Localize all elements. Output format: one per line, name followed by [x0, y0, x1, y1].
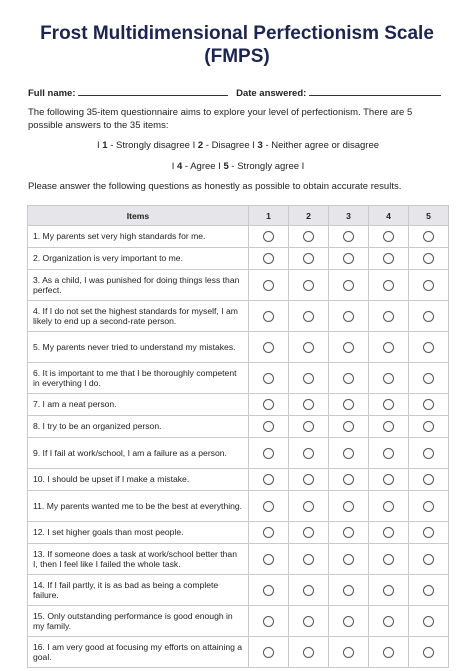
option-cell-4 — [369, 394, 409, 416]
legend-separator: I — [171, 161, 175, 172]
legend-text-3: - Neither agree or disagree — [262, 140, 380, 151]
option-cell-4 — [369, 544, 409, 575]
option-cell-5 — [409, 637, 449, 668]
question-text: 7. I am a neat person. — [28, 394, 249, 416]
radio-option-1[interactable] — [263, 448, 274, 459]
option-cell-2 — [289, 301, 329, 332]
option-cell-3 — [329, 270, 369, 301]
option-cell-3 — [329, 469, 369, 491]
option-cell-4 — [369, 416, 409, 438]
intro-text: The following 35-item questionnaire aims to explore your level of perfectionism. There are 5 possible answers to the 35 items: — [28, 107, 413, 131]
radio-option-4[interactable] — [383, 421, 394, 432]
option-cell-1 — [249, 637, 289, 668]
header-option-5: 5 — [409, 206, 449, 226]
radio-option-2[interactable] — [303, 421, 314, 432]
legend-number-4: 4 — [176, 161, 183, 172]
radio-option-4[interactable] — [383, 585, 394, 596]
legend-text-2: - Disagree — [203, 140, 253, 151]
header-option-4: 4 — [369, 206, 409, 226]
instructions-text: Please answer the following questions as honestly as possible to obtain accurate results. — [28, 181, 402, 192]
option-cell-5 — [409, 394, 449, 416]
radio-option-5[interactable] — [423, 373, 434, 384]
option-cell-2 — [289, 270, 329, 301]
question-text: 1. My parents set very high standards for me. — [28, 226, 249, 248]
option-cell-5 — [409, 606, 449, 637]
radio-option-5[interactable] — [423, 253, 434, 264]
option-cell-3 — [329, 637, 369, 668]
radio-option-4[interactable] — [383, 253, 394, 264]
option-cell-2 — [289, 226, 329, 248]
table-row — [28, 301, 449, 332]
option-cell-4 — [369, 469, 409, 491]
radio-option-4[interactable] — [383, 647, 394, 658]
question-text: 11. My parents wanted me to be the best at everything. — [28, 491, 249, 522]
radio-option-4[interactable] — [383, 399, 394, 410]
radio-option-2[interactable] — [303, 253, 314, 264]
radio-option-4[interactable] — [383, 342, 394, 353]
radio-option-4[interactable] — [383, 474, 394, 485]
radio-option-5[interactable] — [423, 474, 434, 485]
question-text: 14. If I fail partly, it is as bad as being a complete failure. — [28, 575, 249, 606]
option-cell-1 — [249, 522, 289, 544]
header-items: Items — [28, 206, 249, 226]
radio-option-3[interactable] — [343, 231, 354, 242]
radio-option-3[interactable] — [343, 474, 354, 485]
option-cell-3 — [329, 394, 369, 416]
radio-option-4[interactable] — [383, 616, 394, 627]
table-row — [28, 332, 449, 363]
option-cell-2 — [289, 438, 329, 469]
option-cell-5 — [409, 301, 449, 332]
option-cell-4 — [369, 301, 409, 332]
table-row — [28, 544, 449, 575]
header-option-3: 3 — [329, 206, 369, 226]
table-row — [28, 575, 449, 606]
radio-option-4[interactable] — [383, 448, 394, 459]
legend-number-2: 2 — [197, 140, 204, 151]
option-cell-4 — [369, 491, 409, 522]
radio-option-2[interactable] — [303, 448, 314, 459]
legend-separator: I — [96, 140, 100, 151]
question-text: 16. I am very good at focusing my efforts on attaining a goal. — [28, 637, 249, 668]
radio-option-5[interactable] — [423, 421, 434, 432]
option-cell-3 — [329, 332, 369, 363]
option-cell-3 — [329, 363, 369, 394]
option-cell-2 — [289, 544, 329, 575]
table-row — [28, 363, 449, 394]
radio-option-3[interactable] — [343, 448, 354, 459]
radio-option-1[interactable] — [263, 474, 274, 485]
option-cell-1 — [249, 226, 289, 248]
radio-option-1[interactable] — [263, 373, 274, 384]
radio-option-1[interactable] — [263, 554, 274, 565]
question-text: 3. As a child, I was punished for doing things less than perfect. — [28, 270, 249, 301]
radio-option-5[interactable] — [423, 554, 434, 565]
radio-option-2[interactable] — [303, 616, 314, 627]
radio-option-3[interactable] — [343, 280, 354, 291]
option-cell-3 — [329, 438, 369, 469]
option-cell-1 — [249, 575, 289, 606]
radio-option-2[interactable] — [303, 399, 314, 410]
table-row — [28, 522, 449, 544]
radio-option-3[interactable] — [343, 311, 354, 322]
question-text: 15. Only outstanding performance is good enough in my family. — [28, 606, 249, 637]
radio-option-5[interactable] — [423, 527, 434, 538]
option-cell-1 — [249, 248, 289, 270]
option-cell-2 — [289, 416, 329, 438]
radio-option-2[interactable] — [303, 474, 314, 485]
radio-option-3[interactable] — [343, 373, 354, 384]
radio-option-4[interactable] — [383, 280, 394, 291]
radio-option-3[interactable] — [343, 527, 354, 538]
radio-option-5[interactable] — [423, 616, 434, 627]
option-cell-5 — [409, 416, 449, 438]
option-cell-1 — [249, 394, 289, 416]
option-cell-3 — [329, 416, 369, 438]
option-cell-5 — [409, 575, 449, 606]
question-text: 13. If someone does a task at work/school better than I, then I feel like I failed the whole task. — [28, 544, 249, 575]
question-text: 8. I try to be an organized person. — [28, 416, 249, 438]
option-cell-3 — [329, 248, 369, 270]
radio-option-1[interactable] — [263, 253, 274, 264]
radio-option-3[interactable] — [343, 554, 354, 565]
table-row — [28, 270, 449, 301]
option-cell-3 — [329, 226, 369, 248]
radio-option-1[interactable] — [263, 231, 274, 242]
radio-option-3[interactable] — [343, 585, 354, 596]
answer-legend-line-1 — [28, 140, 448, 152]
option-cell-5 — [409, 226, 449, 248]
option-cell-2 — [289, 248, 329, 270]
option-cell-3 — [329, 522, 369, 544]
radio-option-1[interactable] — [263, 501, 274, 512]
option-cell-5 — [409, 363, 449, 394]
radio-option-2[interactable] — [303, 647, 314, 658]
radio-option-4[interactable] — [383, 231, 394, 242]
questionnaire-table — [27, 205, 449, 668]
radio-option-2[interactable] — [303, 280, 314, 291]
option-cell-5 — [409, 469, 449, 491]
radio-option-2[interactable] — [303, 527, 314, 538]
table-row — [28, 469, 449, 491]
option-cell-3 — [329, 575, 369, 606]
radio-option-4[interactable] — [383, 311, 394, 322]
option-cell-4 — [369, 248, 409, 270]
radio-option-2[interactable] — [303, 231, 314, 242]
option-cell-2 — [289, 332, 329, 363]
option-cell-4 — [369, 363, 409, 394]
option-cell-1 — [249, 491, 289, 522]
option-cell-1 — [249, 363, 289, 394]
option-cell-2 — [289, 575, 329, 606]
option-cell-1 — [249, 469, 289, 491]
option-cell-2 — [289, 637, 329, 668]
radio-option-1[interactable] — [263, 399, 274, 410]
page-title — [0, 22, 474, 68]
radio-option-4[interactable] — [383, 554, 394, 565]
radio-option-1[interactable] — [263, 616, 274, 627]
question-text: 10. I should be upset if I make a mistake. — [28, 469, 249, 491]
full-name-field[interactable] — [78, 86, 228, 96]
option-cell-2 — [289, 394, 329, 416]
table-row — [28, 226, 449, 248]
radio-option-2[interactable] — [303, 554, 314, 565]
radio-option-1[interactable] — [263, 280, 274, 291]
question-text: 12. I set higher goals than most people. — [28, 522, 249, 544]
table-header-row — [28, 206, 449, 226]
table-row — [28, 637, 449, 668]
option-cell-1 — [249, 416, 289, 438]
question-text: 9. If I fail at work/school, I am a failure as a person. — [28, 438, 249, 469]
title-line-2: (FMPS) — [204, 46, 270, 67]
legend-separator: I — [301, 161, 305, 172]
option-cell-4 — [369, 438, 409, 469]
option-cell-2 — [289, 606, 329, 637]
table-row — [28, 416, 449, 438]
radio-option-5[interactable] — [423, 280, 434, 291]
table-row — [28, 438, 449, 469]
radio-option-5[interactable] — [423, 231, 434, 242]
radio-option-2[interactable] — [303, 342, 314, 353]
legend-separator: I — [192, 140, 196, 151]
legend-text-5: - Strongly agree — [228, 161, 302, 172]
option-cell-2 — [289, 469, 329, 491]
option-cell-5 — [409, 491, 449, 522]
legend-number-1: 1 — [102, 140, 108, 151]
radio-option-3[interactable] — [343, 399, 354, 410]
radio-option-3[interactable] — [343, 253, 354, 264]
radio-option-4[interactable] — [383, 527, 394, 538]
option-cell-4 — [369, 522, 409, 544]
option-cell-4 — [369, 606, 409, 637]
radio-option-2[interactable] — [303, 585, 314, 596]
table-row — [28, 394, 449, 416]
radio-option-3[interactable] — [343, 647, 354, 658]
radio-option-3[interactable] — [343, 616, 354, 627]
radio-option-1[interactable] — [263, 527, 274, 538]
radio-option-2[interactable] — [303, 501, 314, 512]
radio-option-5[interactable] — [423, 342, 434, 353]
radio-option-5[interactable] — [423, 647, 434, 658]
option-cell-5 — [409, 544, 449, 575]
radio-option-1[interactable] — [263, 421, 274, 432]
option-cell-1 — [249, 301, 289, 332]
option-cell-4 — [369, 575, 409, 606]
option-cell-1 — [249, 544, 289, 575]
legend-text-4: - Agree — [182, 161, 219, 172]
option-cell-5 — [409, 332, 449, 363]
option-cell-5 — [409, 270, 449, 301]
radio-option-5[interactable] — [423, 399, 434, 410]
option-cell-1 — [249, 270, 289, 301]
title-line-1: Frost Multidimensional Perfectionism Scale — [40, 23, 434, 44]
radio-option-2[interactable] — [303, 373, 314, 384]
radio-option-5[interactable] — [423, 501, 434, 512]
date-answered-field[interactable] — [309, 86, 441, 96]
legend-separator: I — [252, 140, 255, 151]
radio-option-3[interactable] — [343, 501, 354, 512]
radio-option-3[interactable] — [343, 421, 354, 432]
question-text: 4. If I do not set the highest standards for myself, I am likely to end up a second-rate person. — [28, 301, 249, 332]
table-row — [28, 491, 449, 522]
radio-option-5[interactable] — [423, 448, 434, 459]
question-text: 2. Organization is very important to me. — [28, 248, 249, 270]
radio-option-1[interactable] — [263, 585, 274, 596]
option-cell-1 — [249, 332, 289, 363]
option-cell-3 — [329, 491, 369, 522]
date-answered-label: Date answered: — [236, 88, 307, 99]
option-cell-5 — [409, 248, 449, 270]
option-cell-2 — [289, 491, 329, 522]
radio-option-3[interactable] — [343, 342, 354, 353]
option-cell-4 — [369, 270, 409, 301]
option-cell-2 — [289, 363, 329, 394]
header-option-2: 2 — [289, 206, 329, 226]
question-text: 5. My parents never tried to understand my mistakes. — [28, 332, 249, 363]
table-row — [28, 248, 449, 270]
option-cell-3 — [329, 544, 369, 575]
radio-option-5[interactable] — [423, 585, 434, 596]
radio-option-4[interactable] — [383, 373, 394, 384]
radio-option-1[interactable] — [263, 311, 274, 322]
option-cell-1 — [249, 606, 289, 637]
option-cell-1 — [249, 438, 289, 469]
form-fields — [28, 86, 448, 100]
radio-option-2[interactable] — [303, 311, 314, 322]
option-cell-4 — [369, 226, 409, 248]
legend-text-1: - Strongly disagree — [107, 140, 193, 151]
header-option-1: 1 — [249, 206, 289, 226]
option-cell-5 — [409, 438, 449, 469]
radio-option-1[interactable] — [263, 647, 274, 658]
legend-number-3: 3 — [257, 140, 263, 151]
option-cell-5 — [409, 522, 449, 544]
option-cell-2 — [289, 522, 329, 544]
option-cell-4 — [369, 637, 409, 668]
radio-option-4[interactable] — [383, 501, 394, 512]
question-text: 6. It is important to me that I be thoroughly competent in everything I do. — [28, 363, 249, 394]
legend-number-5: 5 — [223, 161, 229, 172]
full-name-label: Full name: — [28, 88, 76, 99]
option-cell-3 — [329, 606, 369, 637]
option-cell-3 — [329, 301, 369, 332]
radio-option-1[interactable] — [263, 342, 274, 353]
answer-legend-line-2 — [28, 161, 448, 173]
option-cell-4 — [369, 332, 409, 363]
radio-option-5[interactable] — [423, 311, 434, 322]
table-row — [28, 606, 449, 637]
legend-separator: I — [218, 161, 221, 172]
